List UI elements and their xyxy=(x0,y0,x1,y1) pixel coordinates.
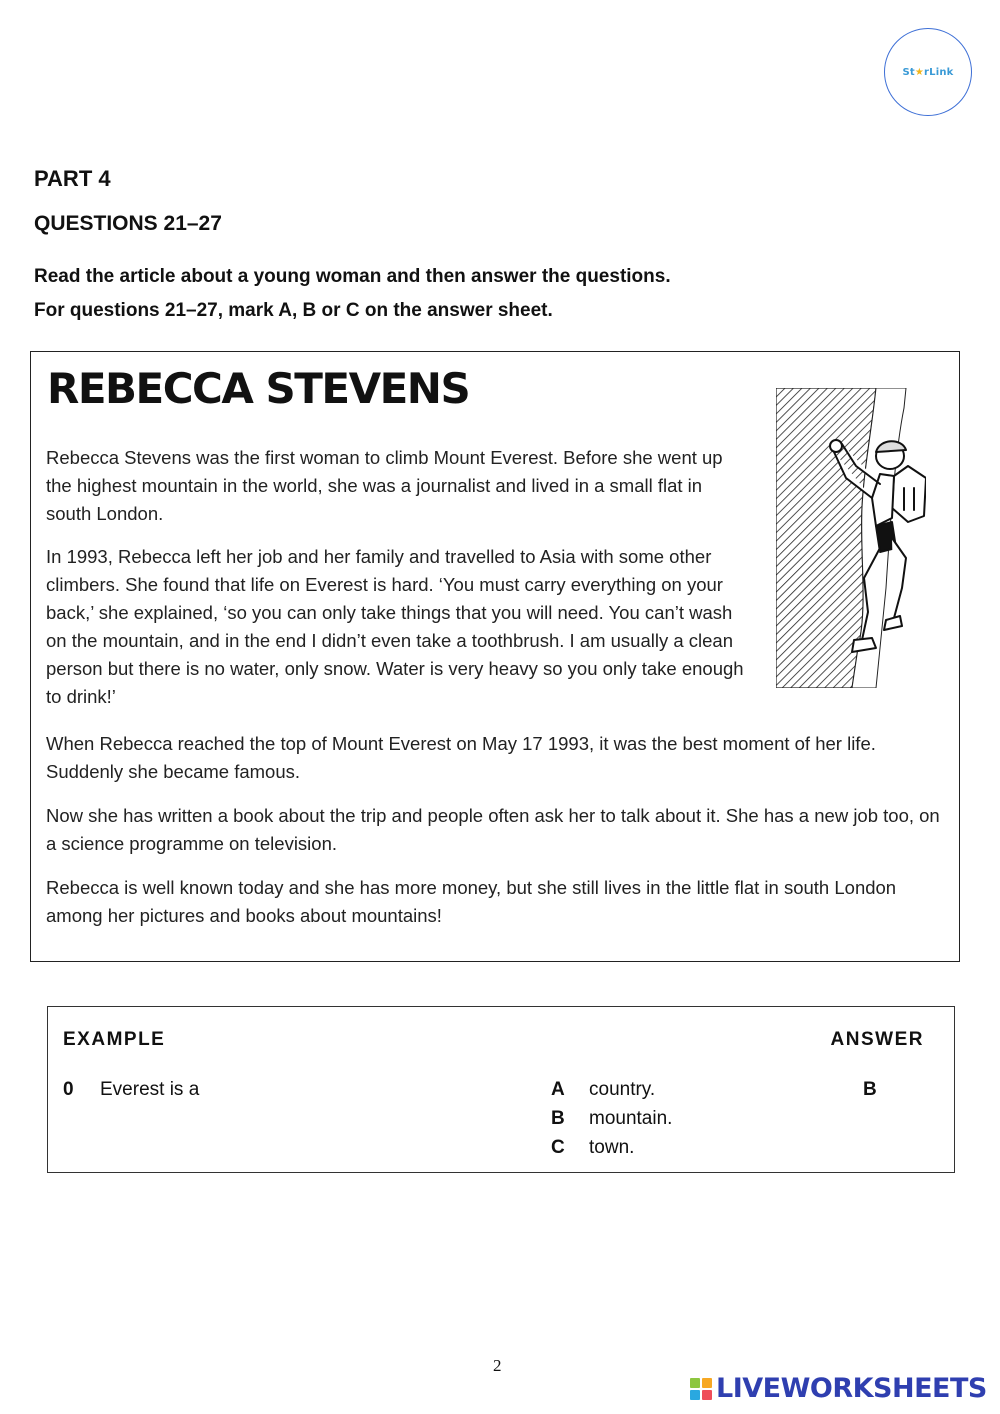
starlink-logo xyxy=(884,28,972,116)
page-number: 2 xyxy=(493,1356,502,1375)
example-box xyxy=(47,1006,955,1173)
example-number: 0 xyxy=(63,1079,74,1100)
star-icon: ★ xyxy=(914,66,925,78)
article-paragraph: Rebecca is well known today and she has more money, but she still lives in the little flat in south London among her pictures and books about mountains! xyxy=(46,877,897,926)
icon-square xyxy=(690,1378,700,1388)
article-title: REBECCA STEVENS xyxy=(47,364,470,413)
liveworksheets-brand xyxy=(690,1373,987,1404)
option-c: C town. xyxy=(551,1137,635,1158)
logo-text: St★rLink xyxy=(902,66,954,78)
instruction-line: For questions 21–27, mark A, B or C on the answer sheet. xyxy=(34,300,553,321)
example-answer: B xyxy=(863,1079,877,1100)
article-paragraph: In 1993, Rebecca left her job and her family and travelled to Asia with some other climbers. She found that life on Everest is hard. ‘You must carry everything on your back,’ she explained, ‘so you can only take things that you will need. You can’t wash on the mountain, and in the end I didn’t even take a toothbrush. I am usually a clean person but there is no water, only snow. Water is very heavy so you only take enough to drink!’ xyxy=(46,546,744,707)
rock-climber-illustration xyxy=(776,388,926,688)
liveworksheets-icon xyxy=(690,1378,712,1400)
instructions xyxy=(34,260,671,328)
article-box xyxy=(30,351,960,962)
example-stem: Everest is a xyxy=(100,1079,200,1100)
icon-square xyxy=(702,1378,712,1388)
article-paragraph: Now she has written a book about the trip and people often ask her to talk about it. She has a new job too, on a science programme on television. xyxy=(46,805,940,854)
option-b: B mountain. xyxy=(551,1108,673,1129)
article-paragraph: Rebecca Stevens was the first woman to climb Mount Everest. Before she went up the highest mountain in the world, she was a journalist and lived in a small flat in south London. xyxy=(46,447,723,524)
answer-label: ANSWER xyxy=(830,1029,924,1050)
part-heading: PART 4 xyxy=(34,166,111,191)
questions-heading: QUESTIONS 21–27 xyxy=(34,212,222,235)
option-a: A country. xyxy=(551,1079,656,1100)
instruction-line: Read the article about a young woman and then answer the questions. xyxy=(34,266,671,287)
icon-square xyxy=(690,1390,700,1400)
brand-text: LIVEWORKSHEETS xyxy=(716,1373,987,1404)
icon-square xyxy=(702,1390,712,1400)
article-paragraph: When Rebecca reached the top of Mount Everest on May 17 1993, it was the best moment of her life. Suddenly she became famous. xyxy=(46,733,876,782)
example-label: EXAMPLE xyxy=(63,1029,166,1050)
